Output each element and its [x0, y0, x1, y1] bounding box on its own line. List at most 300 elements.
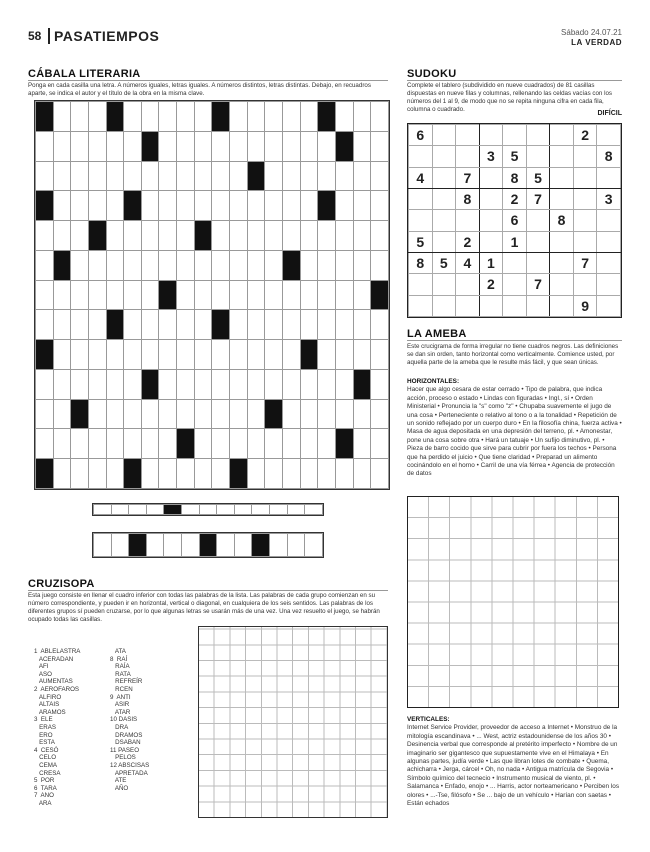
cabala-cell[interactable] — [36, 310, 54, 340]
sudoku-cell[interactable]: 5 — [503, 146, 527, 167]
cabala-cell[interactable] — [318, 399, 336, 429]
cruzisopa-grid[interactable] — [198, 626, 388, 818]
cabala-cell[interactable] — [282, 102, 300, 132]
cabala-key-cell[interactable] — [217, 505, 235, 515]
cabala-key-cell[interactable] — [270, 505, 288, 515]
cabala-cell[interactable] — [194, 191, 212, 221]
cabala-cell[interactable] — [230, 250, 248, 280]
cabala-key-cell[interactable] — [111, 505, 129, 515]
cabala-cell[interactable] — [265, 161, 283, 191]
cabala-cell[interactable] — [371, 250, 389, 280]
cabala-cell[interactable] — [282, 161, 300, 191]
sudoku-cell[interactable]: 1 — [503, 231, 527, 252]
cabala-cell[interactable] — [124, 161, 142, 191]
cabala-cell[interactable] — [335, 459, 353, 489]
cabala-cell[interactable] — [282, 131, 300, 161]
cabala-cell[interactable] — [353, 250, 371, 280]
cabala-cell[interactable] — [212, 280, 230, 310]
cabala-cell[interactable] — [265, 250, 283, 280]
cabala-cell[interactable] — [36, 131, 54, 161]
cabala-cell[interactable] — [194, 310, 212, 340]
sudoku-cell[interactable] — [479, 188, 503, 209]
cabala-cell[interactable] — [194, 102, 212, 132]
cabala-cell[interactable] — [353, 102, 371, 132]
sudoku-cell[interactable] — [409, 210, 433, 231]
cabala-cell[interactable] — [353, 310, 371, 340]
cabala-cell[interactable] — [247, 310, 265, 340]
sudoku-cell[interactable] — [550, 146, 574, 167]
cabala-cell[interactable] — [230, 102, 248, 132]
cabala-cell[interactable] — [159, 161, 177, 191]
cabala-cell[interactable] — [53, 191, 71, 221]
cabala-cell[interactable] — [371, 131, 389, 161]
cabala-key-cell[interactable] — [94, 505, 112, 515]
cabala-cell[interactable] — [177, 280, 195, 310]
cabala-cell[interactable] — [247, 429, 265, 459]
sudoku-cell[interactable] — [526, 125, 550, 146]
cabala-cell[interactable] — [88, 429, 106, 459]
sudoku-cell[interactable]: 3 — [597, 188, 621, 209]
sudoku-grid[interactable] — [407, 123, 622, 318]
sudoku-cell[interactable]: 4 — [456, 252, 480, 273]
cabala-cell[interactable] — [353, 161, 371, 191]
cabala-cell[interactable] — [141, 280, 159, 310]
cabala-grid[interactable] — [34, 100, 390, 490]
cabala-cell[interactable] — [353, 459, 371, 489]
sudoku-cell[interactable] — [573, 231, 597, 252]
cabala-cell[interactable] — [335, 221, 353, 251]
cabala-cell[interactable] — [53, 161, 71, 191]
cabala-cell[interactable] — [106, 221, 124, 251]
cabala-cell[interactable] — [353, 191, 371, 221]
cabala-key-cell[interactable] — [94, 534, 112, 557]
cabala-key-cell[interactable] — [234, 534, 252, 557]
cabala-key-cell[interactable] — [234, 505, 252, 515]
sudoku-cell[interactable] — [597, 252, 621, 273]
cabala-key-cell[interactable] — [217, 534, 235, 557]
sudoku-cell[interactable] — [503, 274, 527, 295]
cabala-cell[interactable] — [88, 102, 106, 132]
cabala-cell[interactable] — [124, 280, 142, 310]
cabala-cell[interactable] — [159, 399, 177, 429]
sudoku-cell[interactable]: 2 — [503, 188, 527, 209]
cabala-cell[interactable] — [177, 399, 195, 429]
cabala-cell[interactable] — [265, 280, 283, 310]
cabala-cell[interactable] — [106, 191, 124, 221]
cabala-cell[interactable] — [230, 221, 248, 251]
cabala-key-cell[interactable] — [287, 505, 305, 515]
cabala-cell[interactable] — [159, 369, 177, 399]
sudoku-cell[interactable] — [409, 188, 433, 209]
cabala-cell[interactable] — [36, 161, 54, 191]
sudoku-cell[interactable]: 5 — [432, 252, 456, 273]
cabala-cell[interactable] — [247, 250, 265, 280]
cabala-cell[interactable] — [71, 280, 89, 310]
cabala-cell[interactable] — [88, 161, 106, 191]
cabala-cell[interactable] — [106, 459, 124, 489]
cabala-cell[interactable] — [318, 221, 336, 251]
cabala-cell[interactable] — [212, 340, 230, 370]
cabala-cell[interactable] — [282, 369, 300, 399]
cabala-cell[interactable] — [36, 399, 54, 429]
cabala-cell[interactable] — [300, 369, 318, 399]
cabala-key-cell[interactable] — [182, 534, 200, 557]
cabala-cell[interactable] — [53, 340, 71, 370]
cabala-cell[interactable] — [159, 191, 177, 221]
sudoku-cell[interactable] — [503, 125, 527, 146]
cabala-cell[interactable] — [335, 369, 353, 399]
cabala-cell[interactable] — [371, 221, 389, 251]
cabala-cell[interactable] — [106, 250, 124, 280]
sudoku-cell[interactable] — [597, 295, 621, 316]
cabala-key-cell[interactable] — [164, 534, 182, 557]
cabala-cell[interactable] — [124, 369, 142, 399]
cabala-cell[interactable] — [371, 310, 389, 340]
sudoku-cell[interactable] — [526, 146, 550, 167]
cabala-cell[interactable] — [88, 131, 106, 161]
sudoku-cell[interactable] — [597, 125, 621, 146]
cabala-cell[interactable] — [53, 429, 71, 459]
sudoku-cell[interactable] — [597, 274, 621, 295]
cabala-cell[interactable] — [177, 340, 195, 370]
cabala-cell[interactable] — [300, 161, 318, 191]
cabala-cell[interactable] — [194, 340, 212, 370]
sudoku-cell[interactable] — [573, 188, 597, 209]
cabala-cell[interactable] — [194, 369, 212, 399]
cabala-cell[interactable] — [141, 399, 159, 429]
sudoku-cell[interactable] — [409, 274, 433, 295]
cabala-cell[interactable] — [282, 280, 300, 310]
cabala-cell[interactable] — [53, 369, 71, 399]
cabala-cell[interactable] — [124, 131, 142, 161]
cabala-cell[interactable] — [265, 221, 283, 251]
cabala-cell[interactable] — [371, 399, 389, 429]
sudoku-cell[interactable] — [550, 125, 574, 146]
cabala-cell[interactable] — [124, 399, 142, 429]
sudoku-cell[interactable]: 5 — [409, 231, 433, 252]
cabala-cell[interactable] — [265, 102, 283, 132]
cabala-cell[interactable] — [282, 399, 300, 429]
cabala-cell[interactable] — [318, 369, 336, 399]
sudoku-cell[interactable] — [432, 231, 456, 252]
cabala-cell[interactable] — [159, 459, 177, 489]
cabala-cell[interactable] — [106, 131, 124, 161]
cabala-key-cell[interactable] — [199, 505, 217, 515]
cabala-author-key[interactable] — [92, 503, 324, 516]
cabala-cell[interactable] — [265, 429, 283, 459]
cabala-cell[interactable] — [318, 429, 336, 459]
cabala-cell[interactable] — [88, 280, 106, 310]
sudoku-cell[interactable] — [432, 210, 456, 231]
cabala-cell[interactable] — [230, 280, 248, 310]
sudoku-cell[interactable] — [597, 231, 621, 252]
cabala-cell[interactable] — [230, 191, 248, 221]
cabala-cell[interactable] — [194, 131, 212, 161]
cabala-cell[interactable] — [71, 340, 89, 370]
sudoku-cell[interactable] — [597, 210, 621, 231]
cabala-cell[interactable] — [141, 310, 159, 340]
sudoku-cell[interactable]: 8 — [409, 252, 433, 273]
sudoku-cell[interactable] — [479, 231, 503, 252]
sudoku-cell[interactable]: 7 — [526, 188, 550, 209]
sudoku-cell[interactable] — [479, 167, 503, 188]
cabala-cell[interactable] — [282, 429, 300, 459]
cabala-cell[interactable] — [159, 429, 177, 459]
cabala-cell[interactable] — [318, 131, 336, 161]
cabala-cell[interactable] — [159, 310, 177, 340]
sudoku-cell[interactable] — [550, 252, 574, 273]
cabala-cell[interactable] — [36, 369, 54, 399]
cabala-cell[interactable] — [141, 429, 159, 459]
sudoku-cell[interactable] — [432, 295, 456, 316]
cabala-cell[interactable] — [300, 250, 318, 280]
cabala-cell[interactable] — [247, 369, 265, 399]
sudoku-cell[interactable] — [573, 146, 597, 167]
sudoku-cell[interactable]: 2 — [573, 125, 597, 146]
cabala-cell[interactable] — [141, 459, 159, 489]
sudoku-cell[interactable]: 1 — [479, 252, 503, 273]
cabala-cell[interactable] — [212, 399, 230, 429]
cabala-cell[interactable] — [88, 340, 106, 370]
cabala-cell[interactable] — [124, 340, 142, 370]
cabala-key-cell[interactable] — [305, 505, 323, 515]
cabala-cell[interactable] — [265, 369, 283, 399]
cabala-cell[interactable] — [247, 340, 265, 370]
cabala-cell[interactable] — [124, 102, 142, 132]
cabala-cell[interactable] — [88, 191, 106, 221]
cabala-cell[interactable] — [282, 340, 300, 370]
cabala-cell[interactable] — [335, 161, 353, 191]
cabala-title-key[interactable] — [92, 532, 324, 558]
cabala-cell[interactable] — [247, 102, 265, 132]
cabala-cell[interactable] — [106, 280, 124, 310]
cabala-cell[interactable] — [282, 191, 300, 221]
cabala-cell[interactable] — [353, 221, 371, 251]
cabala-cell[interactable] — [88, 310, 106, 340]
sudoku-cell[interactable] — [479, 210, 503, 231]
cabala-cell[interactable] — [141, 221, 159, 251]
cabala-cell[interactable] — [335, 102, 353, 132]
sudoku-cell[interactable]: 8 — [456, 188, 480, 209]
cabala-cell[interactable] — [230, 310, 248, 340]
ameba-grid[interactable] — [407, 496, 619, 708]
cabala-cell[interactable] — [247, 131, 265, 161]
sudoku-cell[interactable] — [456, 146, 480, 167]
cabala-cell[interactable] — [88, 250, 106, 280]
cabala-cell[interactable] — [212, 459, 230, 489]
cabala-cell[interactable] — [300, 429, 318, 459]
cabala-cell[interactable] — [300, 310, 318, 340]
cabala-cell[interactable] — [53, 221, 71, 251]
cabala-cell[interactable] — [300, 131, 318, 161]
sudoku-cell[interactable] — [432, 146, 456, 167]
cabala-cell[interactable] — [247, 399, 265, 429]
cabala-cell[interactable] — [230, 161, 248, 191]
cabala-cell[interactable] — [335, 280, 353, 310]
sudoku-cell[interactable]: 8 — [597, 146, 621, 167]
cabala-cell[interactable] — [371, 459, 389, 489]
cabala-cell[interactable] — [159, 221, 177, 251]
cabala-cell[interactable] — [212, 191, 230, 221]
cabala-cell[interactable] — [212, 221, 230, 251]
cabala-cell[interactable] — [124, 221, 142, 251]
cabala-cell[interactable] — [71, 131, 89, 161]
cabala-cell[interactable] — [335, 399, 353, 429]
cabala-cell[interactable] — [371, 340, 389, 370]
sudoku-cell[interactable]: 2 — [479, 274, 503, 295]
cabala-cell[interactable] — [53, 131, 71, 161]
sudoku-cell[interactable] — [550, 188, 574, 209]
cabala-cell[interactable] — [300, 399, 318, 429]
cabala-cell[interactable] — [353, 429, 371, 459]
sudoku-cell[interactable] — [456, 210, 480, 231]
sudoku-cell[interactable] — [526, 231, 550, 252]
cabala-cell[interactable] — [53, 102, 71, 132]
cabala-cell[interactable] — [71, 191, 89, 221]
cabala-cell[interactable] — [230, 369, 248, 399]
cabala-cell[interactable] — [300, 221, 318, 251]
sudoku-cell[interactable] — [456, 274, 480, 295]
cabala-cell[interactable] — [53, 459, 71, 489]
cabala-cell[interactable] — [88, 369, 106, 399]
sudoku-cell[interactable] — [409, 146, 433, 167]
sudoku-cell[interactable] — [456, 295, 480, 316]
cabala-cell[interactable] — [318, 161, 336, 191]
cabala-cell[interactable] — [159, 340, 177, 370]
cabala-cell[interactable] — [71, 310, 89, 340]
cabala-cell[interactable] — [300, 102, 318, 132]
cabala-cell[interactable] — [71, 459, 89, 489]
cabala-cell[interactable] — [212, 131, 230, 161]
cabala-cell[interactable] — [36, 429, 54, 459]
cabala-cell[interactable] — [335, 191, 353, 221]
cabala-key-cell[interactable] — [252, 505, 270, 515]
sudoku-cell[interactable] — [597, 167, 621, 188]
sudoku-cell[interactable] — [550, 295, 574, 316]
cabala-cell[interactable] — [124, 250, 142, 280]
cabala-cell[interactable] — [106, 161, 124, 191]
cabala-cell[interactable] — [371, 102, 389, 132]
cabala-cell[interactable] — [265, 310, 283, 340]
cabala-cell[interactable] — [247, 280, 265, 310]
cabala-cell[interactable] — [177, 131, 195, 161]
cabala-cell[interactable] — [300, 459, 318, 489]
cabala-cell[interactable] — [335, 250, 353, 280]
cabala-cell[interactable] — [88, 399, 106, 429]
cabala-cell[interactable] — [371, 429, 389, 459]
sudoku-cell[interactable] — [526, 252, 550, 273]
cabala-cell[interactable] — [371, 369, 389, 399]
cabala-cell[interactable] — [177, 161, 195, 191]
cabala-cell[interactable] — [177, 369, 195, 399]
cabala-cell[interactable] — [141, 161, 159, 191]
cabala-key-cell[interactable] — [287, 534, 305, 557]
cabala-cell[interactable] — [177, 102, 195, 132]
cabala-cell[interactable] — [212, 161, 230, 191]
cabala-cell[interactable] — [318, 250, 336, 280]
cabala-cell[interactable] — [159, 250, 177, 280]
cabala-cell[interactable] — [371, 191, 389, 221]
cabala-cell[interactable] — [353, 280, 371, 310]
cabala-cell[interactable] — [265, 191, 283, 221]
cabala-cell[interactable] — [371, 161, 389, 191]
cabala-cell[interactable] — [36, 250, 54, 280]
cabala-cell[interactable] — [159, 131, 177, 161]
cabala-cell[interactable] — [265, 459, 283, 489]
cabala-cell[interactable] — [71, 429, 89, 459]
cabala-cell[interactable] — [106, 369, 124, 399]
cabala-cell[interactable] — [53, 310, 71, 340]
cabala-cell[interactable] — [212, 250, 230, 280]
cabala-key-cell[interactable] — [111, 534, 129, 557]
cabala-cell[interactable] — [265, 131, 283, 161]
sudoku-cell[interactable] — [503, 295, 527, 316]
cabala-cell[interactable] — [230, 429, 248, 459]
cabala-cell[interactable] — [177, 221, 195, 251]
cabala-cell[interactable] — [265, 340, 283, 370]
cabala-cell[interactable] — [71, 250, 89, 280]
cabala-cell[interactable] — [282, 221, 300, 251]
cabala-cell[interactable] — [318, 459, 336, 489]
cabala-cell[interactable] — [71, 102, 89, 132]
cabala-cell[interactable] — [71, 161, 89, 191]
cabala-cell[interactable] — [36, 221, 54, 251]
sudoku-cell[interactable]: 5 — [526, 167, 550, 188]
cabala-cell[interactable] — [282, 310, 300, 340]
cabala-cell[interactable] — [300, 191, 318, 221]
sudoku-cell[interactable]: 7 — [573, 252, 597, 273]
sudoku-cell[interactable]: 2 — [456, 231, 480, 252]
cabala-key-cell[interactable] — [146, 534, 164, 557]
sudoku-cell[interactable] — [479, 125, 503, 146]
cabala-cell[interactable] — [177, 191, 195, 221]
cabala-key-cell[interactable] — [182, 505, 200, 515]
cabala-cell[interactable] — [194, 250, 212, 280]
cabala-cell[interactable] — [71, 221, 89, 251]
cabala-cell[interactable] — [53, 399, 71, 429]
cabala-cell[interactable] — [106, 429, 124, 459]
cabala-cell[interactable] — [335, 310, 353, 340]
sudoku-cell[interactable]: 6 — [409, 125, 433, 146]
cabala-cell[interactable] — [141, 250, 159, 280]
sudoku-cell[interactable] — [432, 125, 456, 146]
cabala-cell[interactable] — [282, 459, 300, 489]
sudoku-cell[interactable] — [550, 274, 574, 295]
cabala-cell[interactable] — [177, 250, 195, 280]
cabala-cell[interactable] — [71, 369, 89, 399]
cabala-key-cell[interactable] — [305, 534, 323, 557]
cabala-key-cell[interactable] — [146, 505, 164, 515]
cabala-cell[interactable] — [141, 102, 159, 132]
cabala-cell[interactable] — [318, 310, 336, 340]
sudoku-cell[interactable]: 3 — [479, 146, 503, 167]
sudoku-cell[interactable] — [573, 274, 597, 295]
sudoku-cell[interactable] — [456, 125, 480, 146]
cabala-cell[interactable] — [353, 131, 371, 161]
sudoku-cell[interactable] — [479, 295, 503, 316]
cabala-cell[interactable] — [194, 429, 212, 459]
cabala-cell[interactable] — [124, 429, 142, 459]
sudoku-cell[interactable] — [550, 167, 574, 188]
cabala-cell[interactable] — [124, 310, 142, 340]
cabala-cell[interactable] — [194, 459, 212, 489]
sudoku-cell[interactable] — [550, 231, 574, 252]
cabala-cell[interactable] — [247, 459, 265, 489]
sudoku-cell[interactable]: 7 — [526, 274, 550, 295]
cabala-cell[interactable] — [247, 191, 265, 221]
cabala-cell[interactable] — [106, 399, 124, 429]
cabala-cell[interactable] — [230, 131, 248, 161]
